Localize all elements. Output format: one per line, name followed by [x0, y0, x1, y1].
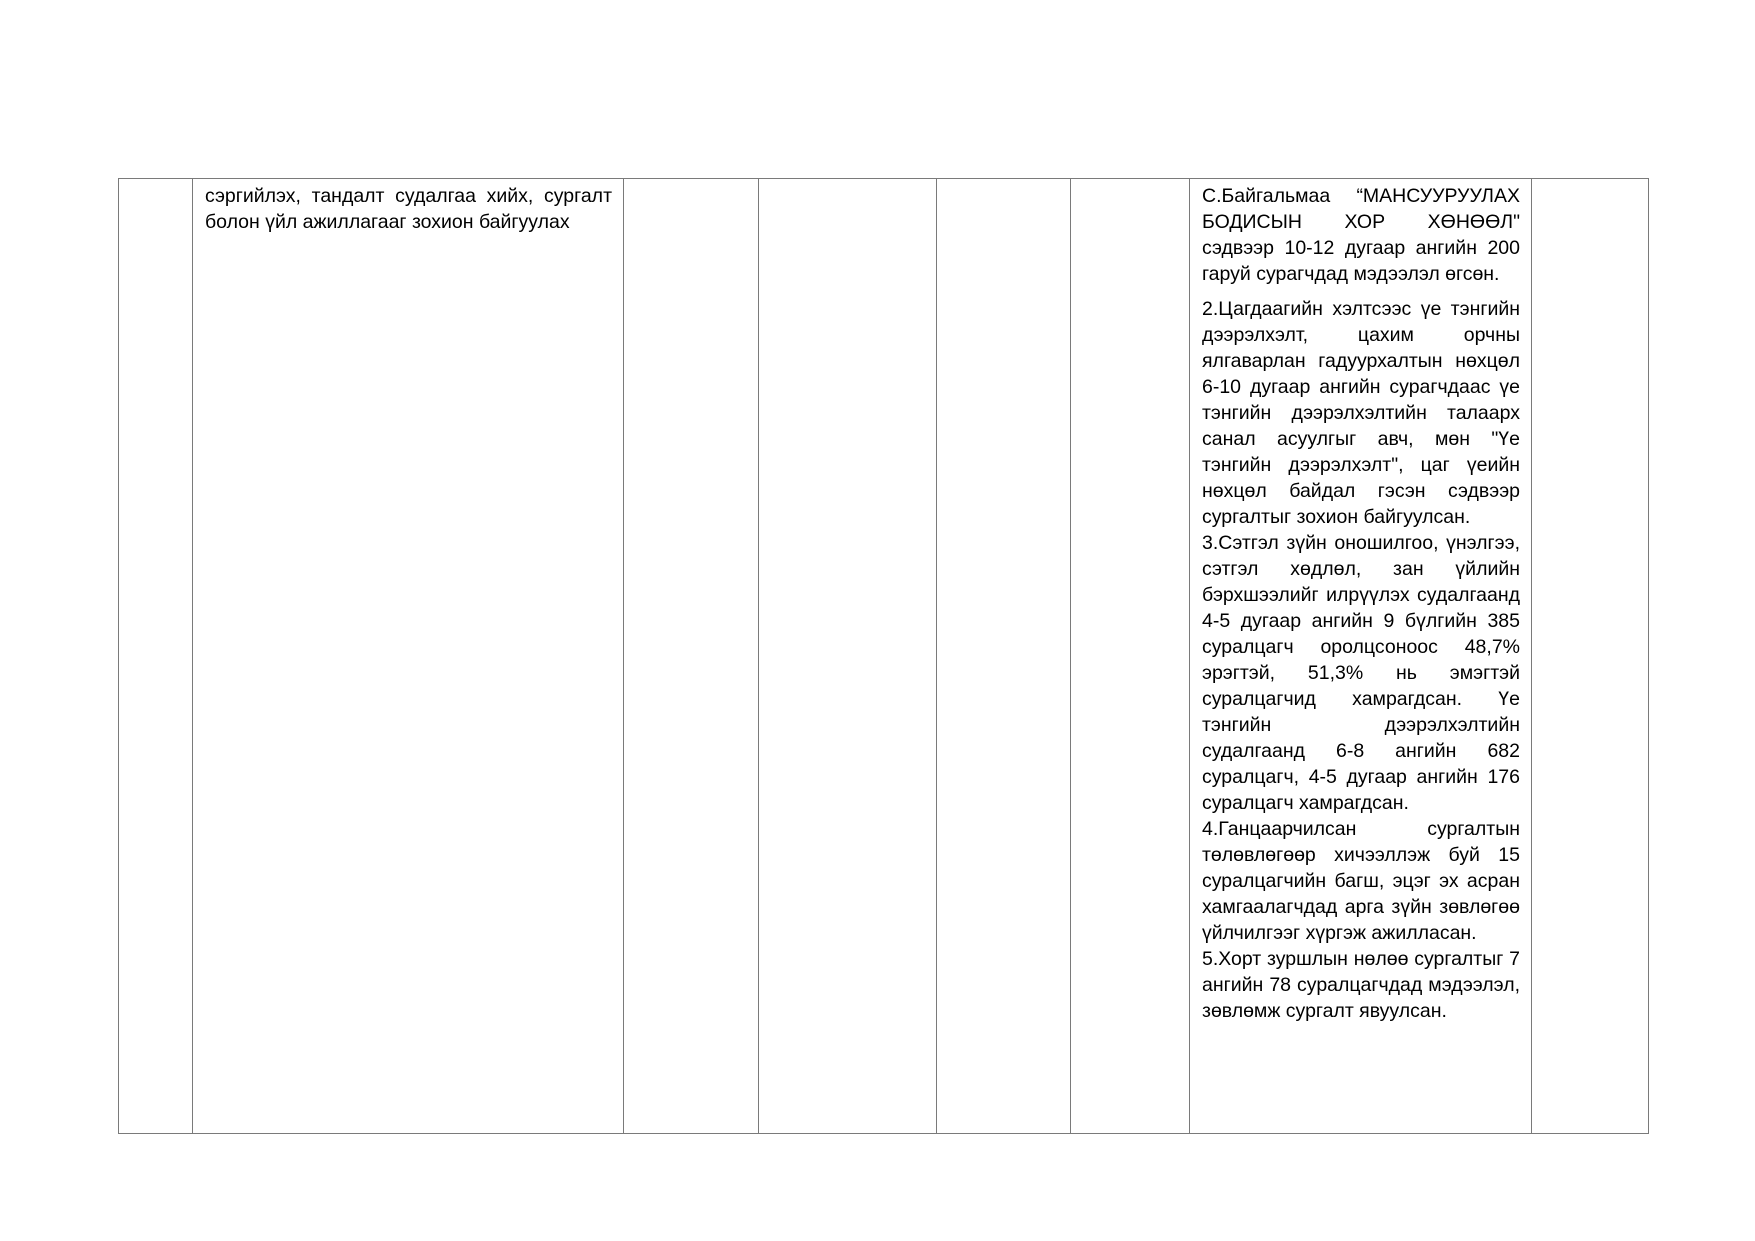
cell-col5 [937, 179, 1071, 1134]
results-text [1190, 179, 1531, 1024]
cell-col6 [1071, 179, 1190, 1134]
result-paragraph-4: 4.Ганцаарчилсан сургалтын төлөвлөгөөр хичээллэж буй 15 суралцагчийн багш, эцэг эх асран хамгаалагчдад арга зүйн зөвлөгөө үйлчилгээг хүргэж ажилласан. [1202, 818, 1520, 944]
report-table [118, 178, 1649, 1134]
activity-text: сэргийлэх, тандалт судалгаа хийх, сургалт болон үйл ажиллагааг зохион байгуулах [205, 185, 612, 233]
cell-col3 [624, 179, 759, 1134]
table-row [119, 179, 1649, 1134]
cell-col8 [1532, 179, 1649, 1134]
result-paragraph-1: С.Байгальмаа “МАНСУУРУУЛАХ БОДИСЫН ХОР ХӨНӨӨЛ" сэдвээр 10-12 дугаар ангийн 200 гаруй сурагчдад мэдээлэл өгсөн. [1202, 185, 1520, 285]
result-paragraph-2: 2.Цагдаагийн хэлтсээс үе тэнгийн дээрэлхэлт, цахим орчны ялгаварлан гадуурхалтын нөхцөл 6-10 дугаар ангийн сурагчдаас үе тэнгийн дээрэлхэлтийн талаарх санал асуулгыг авч, мөн "Үе тэнгийн дээрэлхэлт", цаг үеийн нөхцөл байдал гэсэн сэдвээр сургалтыг зохион байгуулсан. [1202, 298, 1520, 528]
cell-number [119, 179, 193, 1134]
cell-activity [193, 179, 624, 1134]
cell-results [1190, 179, 1532, 1134]
result-paragraph-3: 3.Сэтгэл зүйн оношилгоо, үнэлгээ, сэтгэл хөдлөл, зан үйлийн бэрхшээлийг илрүүлэх судалгаанд 4-5 дугаар ангийн 9 бүлгийн 385 суралцагч оролцсоноос 48,7% эрэгтэй, 51,3% нь эмэгтэй суралцагчид хамрагдсан. Үе тэнгийн дээрэлхэлтийн судалгаанд 6-8 ангийн 682 суралцагч, 4-5 дугаар ангийн 176 суралцагч хамрагдсан. [1202, 532, 1520, 814]
cell-col4 [759, 179, 937, 1134]
result-paragraph-5: 5.Хорт зуршлын нөлөө сургалтыг 7 ангийн 78 суралцагчдад мэдээлэл, зөвлөмж сургалт явуулсан. [1202, 948, 1520, 1022]
